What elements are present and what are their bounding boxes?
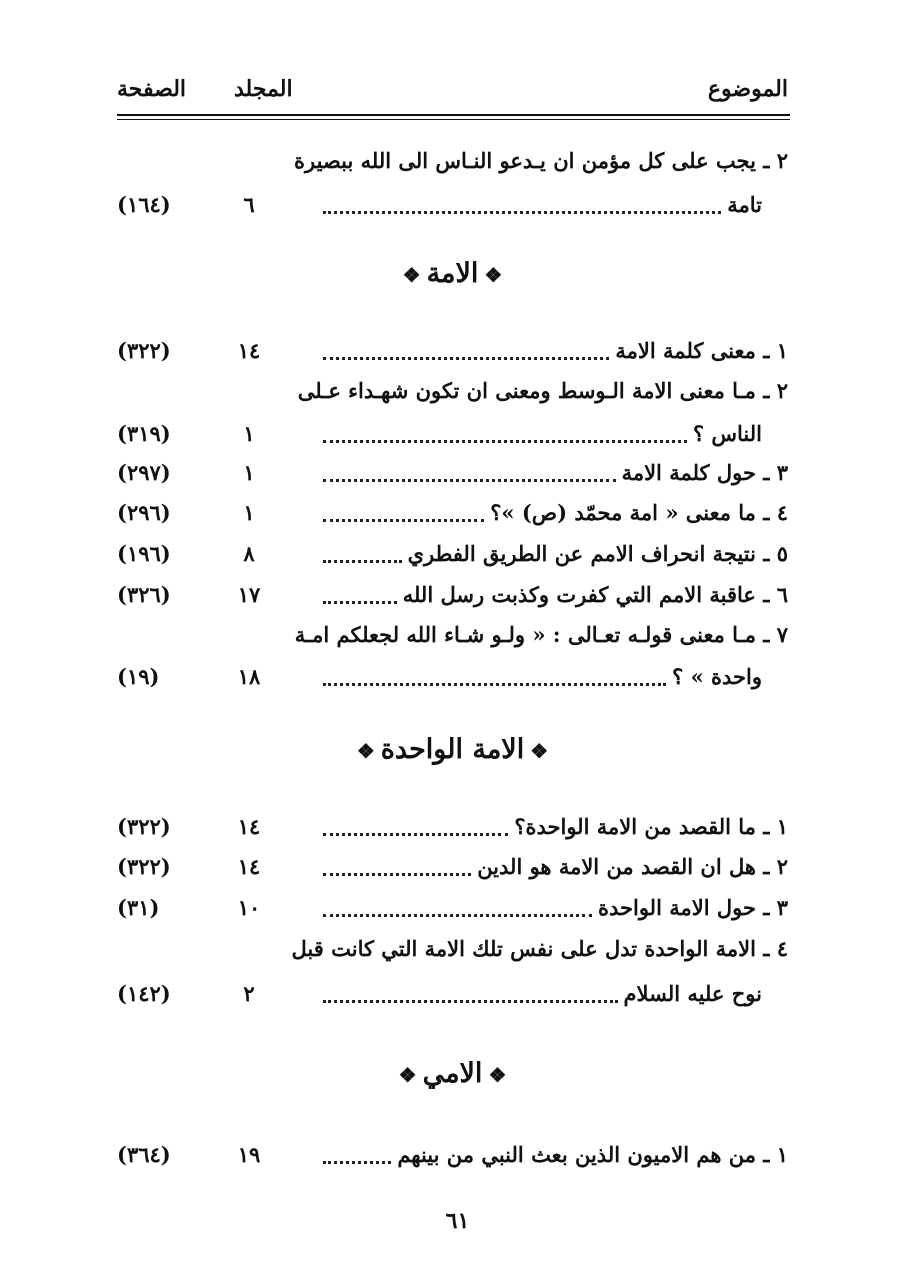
entry-text: ٢ ـ هل ان القصد من الامة هو الدين bbox=[477, 853, 788, 879]
entry-text: ٧ ـ مـا معنى قولـه تعـالى : « ولـو شـاء الله لجعلكم امـة bbox=[294, 621, 788, 647]
column-header-page: الصفحة bbox=[117, 76, 187, 102]
ornament-icon: ❖ bbox=[484, 263, 503, 287]
page-number: ٦١ bbox=[445, 1208, 470, 1234]
entry-text: ٤ ـ الامة الواحدة تدل على نفس تلك الامة التي كانت قبل bbox=[291, 935, 788, 961]
column-header-topic: الموضوع bbox=[707, 76, 788, 102]
index-entry bbox=[117, 330, 788, 370]
ornament-icon: ❖ bbox=[530, 739, 549, 763]
index-entry bbox=[117, 846, 788, 886]
entry-page: (٢٩٦) bbox=[117, 499, 171, 525]
index-entry-continuation bbox=[117, 184, 788, 224]
entry-text: ٦ ـ عاقبة الامم التي كفرت وكذبت رسل الله bbox=[402, 581, 788, 607]
leader-dots bbox=[117, 675, 672, 678]
entry-text: واحدة » ؟ bbox=[672, 663, 762, 689]
index-entry-continuation bbox=[117, 656, 788, 696]
entry-volume: ١٨ bbox=[237, 663, 261, 689]
entry-volume: ١٧ bbox=[237, 581, 261, 607]
index-entry bbox=[117, 140, 788, 180]
entry-page: (١٦٤) bbox=[117, 191, 171, 217]
entry-volume: ١ bbox=[243, 420, 255, 446]
index-entry-continuation bbox=[117, 413, 788, 453]
index-entry bbox=[117, 533, 788, 573]
entry-text: ٢ ـ يجب على كل مؤمن ان يـدعو النـاس الى الله ببصيرة bbox=[293, 147, 788, 173]
entry-page: (١٩٦) bbox=[117, 540, 171, 566]
entry-volume: ١ bbox=[243, 499, 255, 525]
ornament-icon: ❖ bbox=[402, 263, 421, 287]
section-title: الامة bbox=[426, 258, 479, 289]
entry-volume: ٢ bbox=[243, 980, 255, 1006]
ornament-icon: ❖ bbox=[356, 739, 375, 763]
index-entry bbox=[117, 452, 788, 492]
entry-volume: ١٤ bbox=[237, 813, 261, 839]
entry-text: الناس ؟ bbox=[692, 420, 762, 446]
index-entry bbox=[117, 614, 788, 654]
entry-page: (١٤٢) bbox=[117, 980, 171, 1006]
index-entry bbox=[117, 806, 788, 846]
index-entry bbox=[117, 928, 788, 968]
entry-volume: ١٩ bbox=[237, 1141, 261, 1167]
index-entry bbox=[117, 887, 788, 927]
entry-text: ٣ ـ حول الامة الواحدة bbox=[597, 894, 788, 920]
entry-volume: ١٠ bbox=[237, 894, 261, 920]
index-entry bbox=[117, 492, 788, 532]
index-entry bbox=[117, 1134, 788, 1174]
entry-page: (٣١) bbox=[117, 894, 160, 920]
leader-dots bbox=[117, 471, 622, 474]
leader-dots bbox=[117, 203, 727, 206]
index-entry bbox=[117, 574, 788, 614]
entry-page: (٣٢٦) bbox=[117, 581, 171, 607]
entry-volume: ٨ bbox=[243, 540, 255, 566]
section-heading bbox=[117, 1058, 788, 1089]
entry-volume: ١٤ bbox=[237, 853, 261, 879]
entry-text: ٤ ـ ما معنى « امة محمّد (ص) »؟ bbox=[490, 499, 788, 525]
entry-text: ٣ ـ حول كلمة الامة bbox=[621, 459, 788, 485]
index-entry-continuation bbox=[117, 973, 788, 1013]
index-entry bbox=[117, 370, 788, 410]
entry-text: ١ ـ من هم الاميون الذين بعث النبي من بينهم bbox=[397, 1141, 788, 1167]
entry-text: ١ ـ معنى كلمة الامة bbox=[615, 337, 788, 363]
entry-volume: ٦ bbox=[243, 191, 255, 217]
column-header-volume: المجلد bbox=[234, 76, 293, 102]
entry-page: (١٩) bbox=[117, 663, 160, 689]
entry-page: (٢٩٧) bbox=[117, 459, 171, 485]
entry-text: تامة bbox=[727, 191, 762, 217]
entry-text: ١ ـ ما القصد من الامة الواحدة؟ bbox=[514, 813, 788, 839]
entry-page: (٣٦٤) bbox=[117, 1141, 171, 1167]
ornament-icon: ❖ bbox=[488, 1063, 507, 1087]
entry-text: ٥ ـ نتيجة انحراف الامم عن الطريق الفطري bbox=[407, 540, 788, 566]
entry-page: (٣٢٢) bbox=[117, 853, 171, 879]
leader-dots bbox=[117, 349, 615, 352]
index-content bbox=[117, 0, 788, 1266]
ornament-icon: ❖ bbox=[398, 1063, 417, 1087]
entry-volume: ١ bbox=[243, 459, 255, 485]
section-heading bbox=[117, 258, 788, 289]
section-heading bbox=[117, 734, 788, 765]
entry-text: نوح عليه السلام bbox=[623, 980, 762, 1006]
entry-text: ٢ ـ مـا معنى الامة الـوسط ومعنى ان تكون شهـداء عـلى bbox=[297, 377, 788, 403]
section-title: الامة الواحدة bbox=[380, 734, 525, 765]
entry-page: (٣٢٢) bbox=[117, 813, 171, 839]
entry-page: (٣٢٢) bbox=[117, 337, 171, 363]
leader-dots bbox=[117, 992, 624, 995]
entry-page: (٣١٩) bbox=[117, 420, 171, 446]
leader-dots bbox=[117, 906, 598, 909]
section-title: الامي bbox=[422, 1058, 483, 1089]
leader-dots bbox=[117, 432, 693, 435]
entry-volume: ١٤ bbox=[237, 337, 261, 363]
